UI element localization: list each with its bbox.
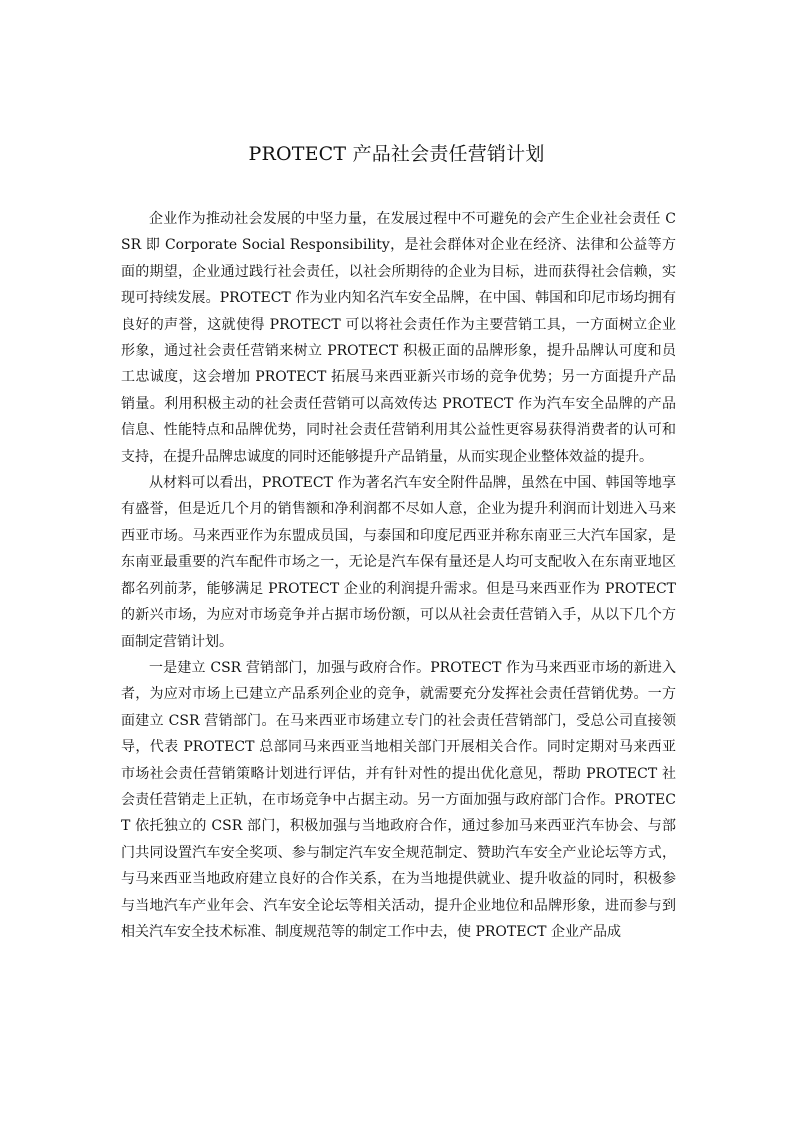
- paragraph-market-analysis: 从材料可以看出，PROTECT 作为著名汽车安全附件品牌，虽然在中国、韩国等地享有盛誉，但是近几个月的销售额和净利润都不尽如人意，企业为提升利润而计划进入马来西亚市场。马来西亚作为东盟成员国，与泰国和印度尼西亚并称东南亚三大汽车国家，是东南亚最重要的汽车配件市场之一，无论是汽车保有量还是人均可支配收入在东南亚地区都名列前茅，能够满足 PROTECT 企业的利润提升需求。但是马来西亚作为 PROTECT 的新兴市场，为应对市场竞争并占据市场份额，可以从社会责任营销入手，从以下几个方面制定营销计划。: [121, 475, 676, 650]
- paragraph-intro: 企业作为推动社会发展的中坚力量，在发展过程中不可避免的会产生企业社会责任 CSR 即 Corporate Social Responsibility，是社会群体对企业在经济、法律和公益等方面的期望，企业通过践行社会责任，以社会所期待的企业为目标，进而获得社会信赖，实现可持续发展。PROTECT 作为业内知名汽车安全品牌，在中国、韩国和印尼市场均拥有良好的声誉，这就使得 PROTECT 可以将社会责任作为主要营销工具，一方面树立企业形象，通过社会责任营销来树立 PROTECT 积极正面的品牌形象，提升品牌认可度和员工忠诚度，这会增加 PROTECT 拓展马来西亚新兴市场的竞争优势；另一方面提升产品销量。利用积极主动的社会责任营销可以高效传达 PROTECT 作为汽车安全品牌的产品信息、性能特点和品牌优势，同时社会责任营销利用其公益性更容易获得消费者的认可和支持，在提升品牌忠诚度的同时还能够提升产品销量，从而实现企业整体效益的提升。: [121, 211, 676, 465]
- document-title: PROTECT 产品社会责任营销计划: [248, 143, 545, 165]
- document-body: [121, 206, 676, 945]
- paragraph-csr-department: 一是建立 CSR 营销部门，加强与政府合作。PROTECT 作为马来西亚市场的新进入者，为应对市场上已建立产品系列企业的竞争，就需要充分发挥社会责任营销优势。一方面建立 CSR 营销部门。在马来西亚市场建立专门的社会责任营销部门，受总公司直接领导，代表 PROTECT 总部同马来西亚当地相关部门开展相关合作。同时定期对马来西亚市场社会责任营销策略计划进行评估，并有针对性的提出优化意见，帮助 PROTECT 社会责任营销走上正轨，在市场竞争中占据主动。另一方面加强与政府部门合作。PROTECT 依托独立的 CSR 部门，积极加强与当地政府合作，通过参加马来西亚汽车协会、与部门共同设置汽车安全奖项、参与制定汽车安全规范制定、赞助汽车安全产业论坛等方式，与马来西亚当地政府建立良好的合作关系，在为当地提供就业、提升收益的同时，积极参与当地汽车产业年会、汽车安全论坛等相关活动，提升企业地位和品牌形象，进而参与到相关汽车安全技术标准、制度规范等的制定工作中去，使 PROTECT 企业产品成: [121, 659, 676, 940]
